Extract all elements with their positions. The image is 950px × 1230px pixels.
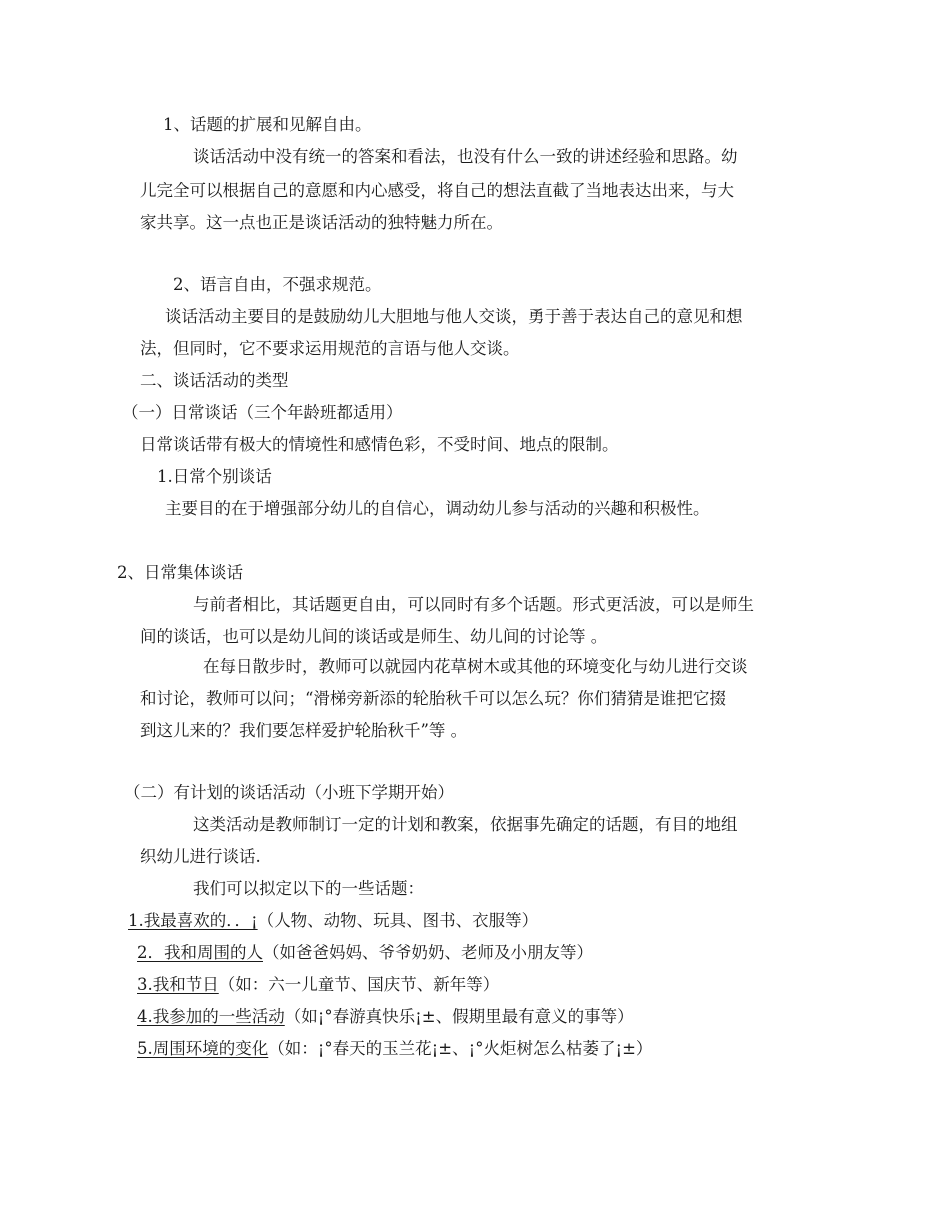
topic-item bbox=[137, 1038, 652, 1060]
subsection-heading-planned: （二）有计划的谈话活动（小班下学期开始） bbox=[124, 783, 454, 802]
topic-title: 3.我和节日 bbox=[137, 975, 219, 994]
section-heading-types: 二、谈话活动的类型 bbox=[140, 371, 289, 390]
paragraph-line: 这类活动是教师制订一定的计划和教案，依据事先确定的话题，有目的地组 bbox=[193, 815, 738, 834]
topics-intro: 我们可以拟定以下的一些话题： bbox=[193, 879, 424, 898]
paragraph-line: 家共享。这一点也正是谈话活动的独特魅力所在。 bbox=[140, 213, 503, 232]
topic-item bbox=[137, 942, 593, 964]
topic-title: 1.我最喜欢的．．¡ bbox=[128, 911, 258, 930]
topic-item bbox=[128, 910, 538, 932]
topic-note: （如：六一儿童节、国庆节、新年等） bbox=[218, 975, 500, 994]
paragraph-line: 和讨论，教师可以问；“滑梯旁新添的轮胎秋千可以怎么玩？你们猜猜是谁把它掇 bbox=[140, 689, 726, 708]
paragraph-line: 在每日散步时，教师可以就园内花草树木或其他的环境变化与幼儿进行交谈 bbox=[203, 657, 748, 676]
heading-topic-freedom: 1、话题的扩展和见解自由。 bbox=[163, 115, 372, 134]
paragraph-line: 织幼儿进行谈话. bbox=[140, 847, 261, 866]
subsection-heading-daily: （一）日常谈话（三个年龄班都适用） bbox=[122, 403, 403, 422]
topic-note: （如爸爸妈妈、爷爷奶奶、老师及小朋友等） bbox=[263, 943, 593, 962]
paragraph-line: 间的谈话，也可以是幼儿间的谈话或是师生、幼儿间的讨论等 。 bbox=[140, 627, 608, 646]
paragraph-line: 日常谈话带有极大的情境性和感情色彩，不受时间、地点的限制。 bbox=[140, 435, 619, 454]
topic-note: （人物、动物、玩具、图书、衣服等） bbox=[257, 911, 539, 930]
paragraph-line: 到这儿来的？我们要怎样爱护轮胎秋千”等 。 bbox=[140, 721, 468, 740]
topic-title: 2．我和周围的人 bbox=[137, 943, 263, 962]
paragraph-line: 谈话活动中没有统一的答案和看法，也没有什么一致的讲述经验和思路。幼 bbox=[193, 147, 738, 166]
paragraph-line: 儿完全可以根据自己的意愿和内心感受，将自己的想法直截了当地表达出来，与大 bbox=[140, 181, 734, 200]
paragraph-line: 谈话活动主要目的是鼓励幼儿大胆地与他人交谈，勇于善于表达自己的意见和想 bbox=[165, 307, 743, 326]
paragraph-line: 与前者相比，其话题更自由，可以同时有多个话题。形式更活波，可以是师生 bbox=[193, 595, 754, 614]
topic-item bbox=[137, 1006, 634, 1028]
topic-title: 4.我参加的一些活动 bbox=[137, 1007, 285, 1026]
item-heading-collective: 2、日常集体谈话 bbox=[117, 563, 243, 582]
paragraph-line: 法，但同时，它不要求运用规范的言语与他人交谈。 bbox=[140, 339, 520, 358]
heading-language-freedom: 2、语言自由，不强求规范。 bbox=[173, 275, 382, 294]
paragraph-line: 主要目的在于增强部分幼儿的自信心，调动幼儿参与活动的兴趣和积极性。 bbox=[165, 499, 710, 518]
topic-note: （如¡°春游真快乐¡±、假期里最有意义的事等） bbox=[284, 1007, 634, 1026]
topic-note: （如：¡°春天的玉兰花¡±、¡°火炬树怎么枯萎了¡±） bbox=[268, 1039, 653, 1058]
topic-item bbox=[137, 974, 499, 996]
item-heading-individual: 1.日常个别谈话 bbox=[157, 467, 272, 486]
topic-title: 5.周围环境的变化 bbox=[137, 1039, 269, 1058]
